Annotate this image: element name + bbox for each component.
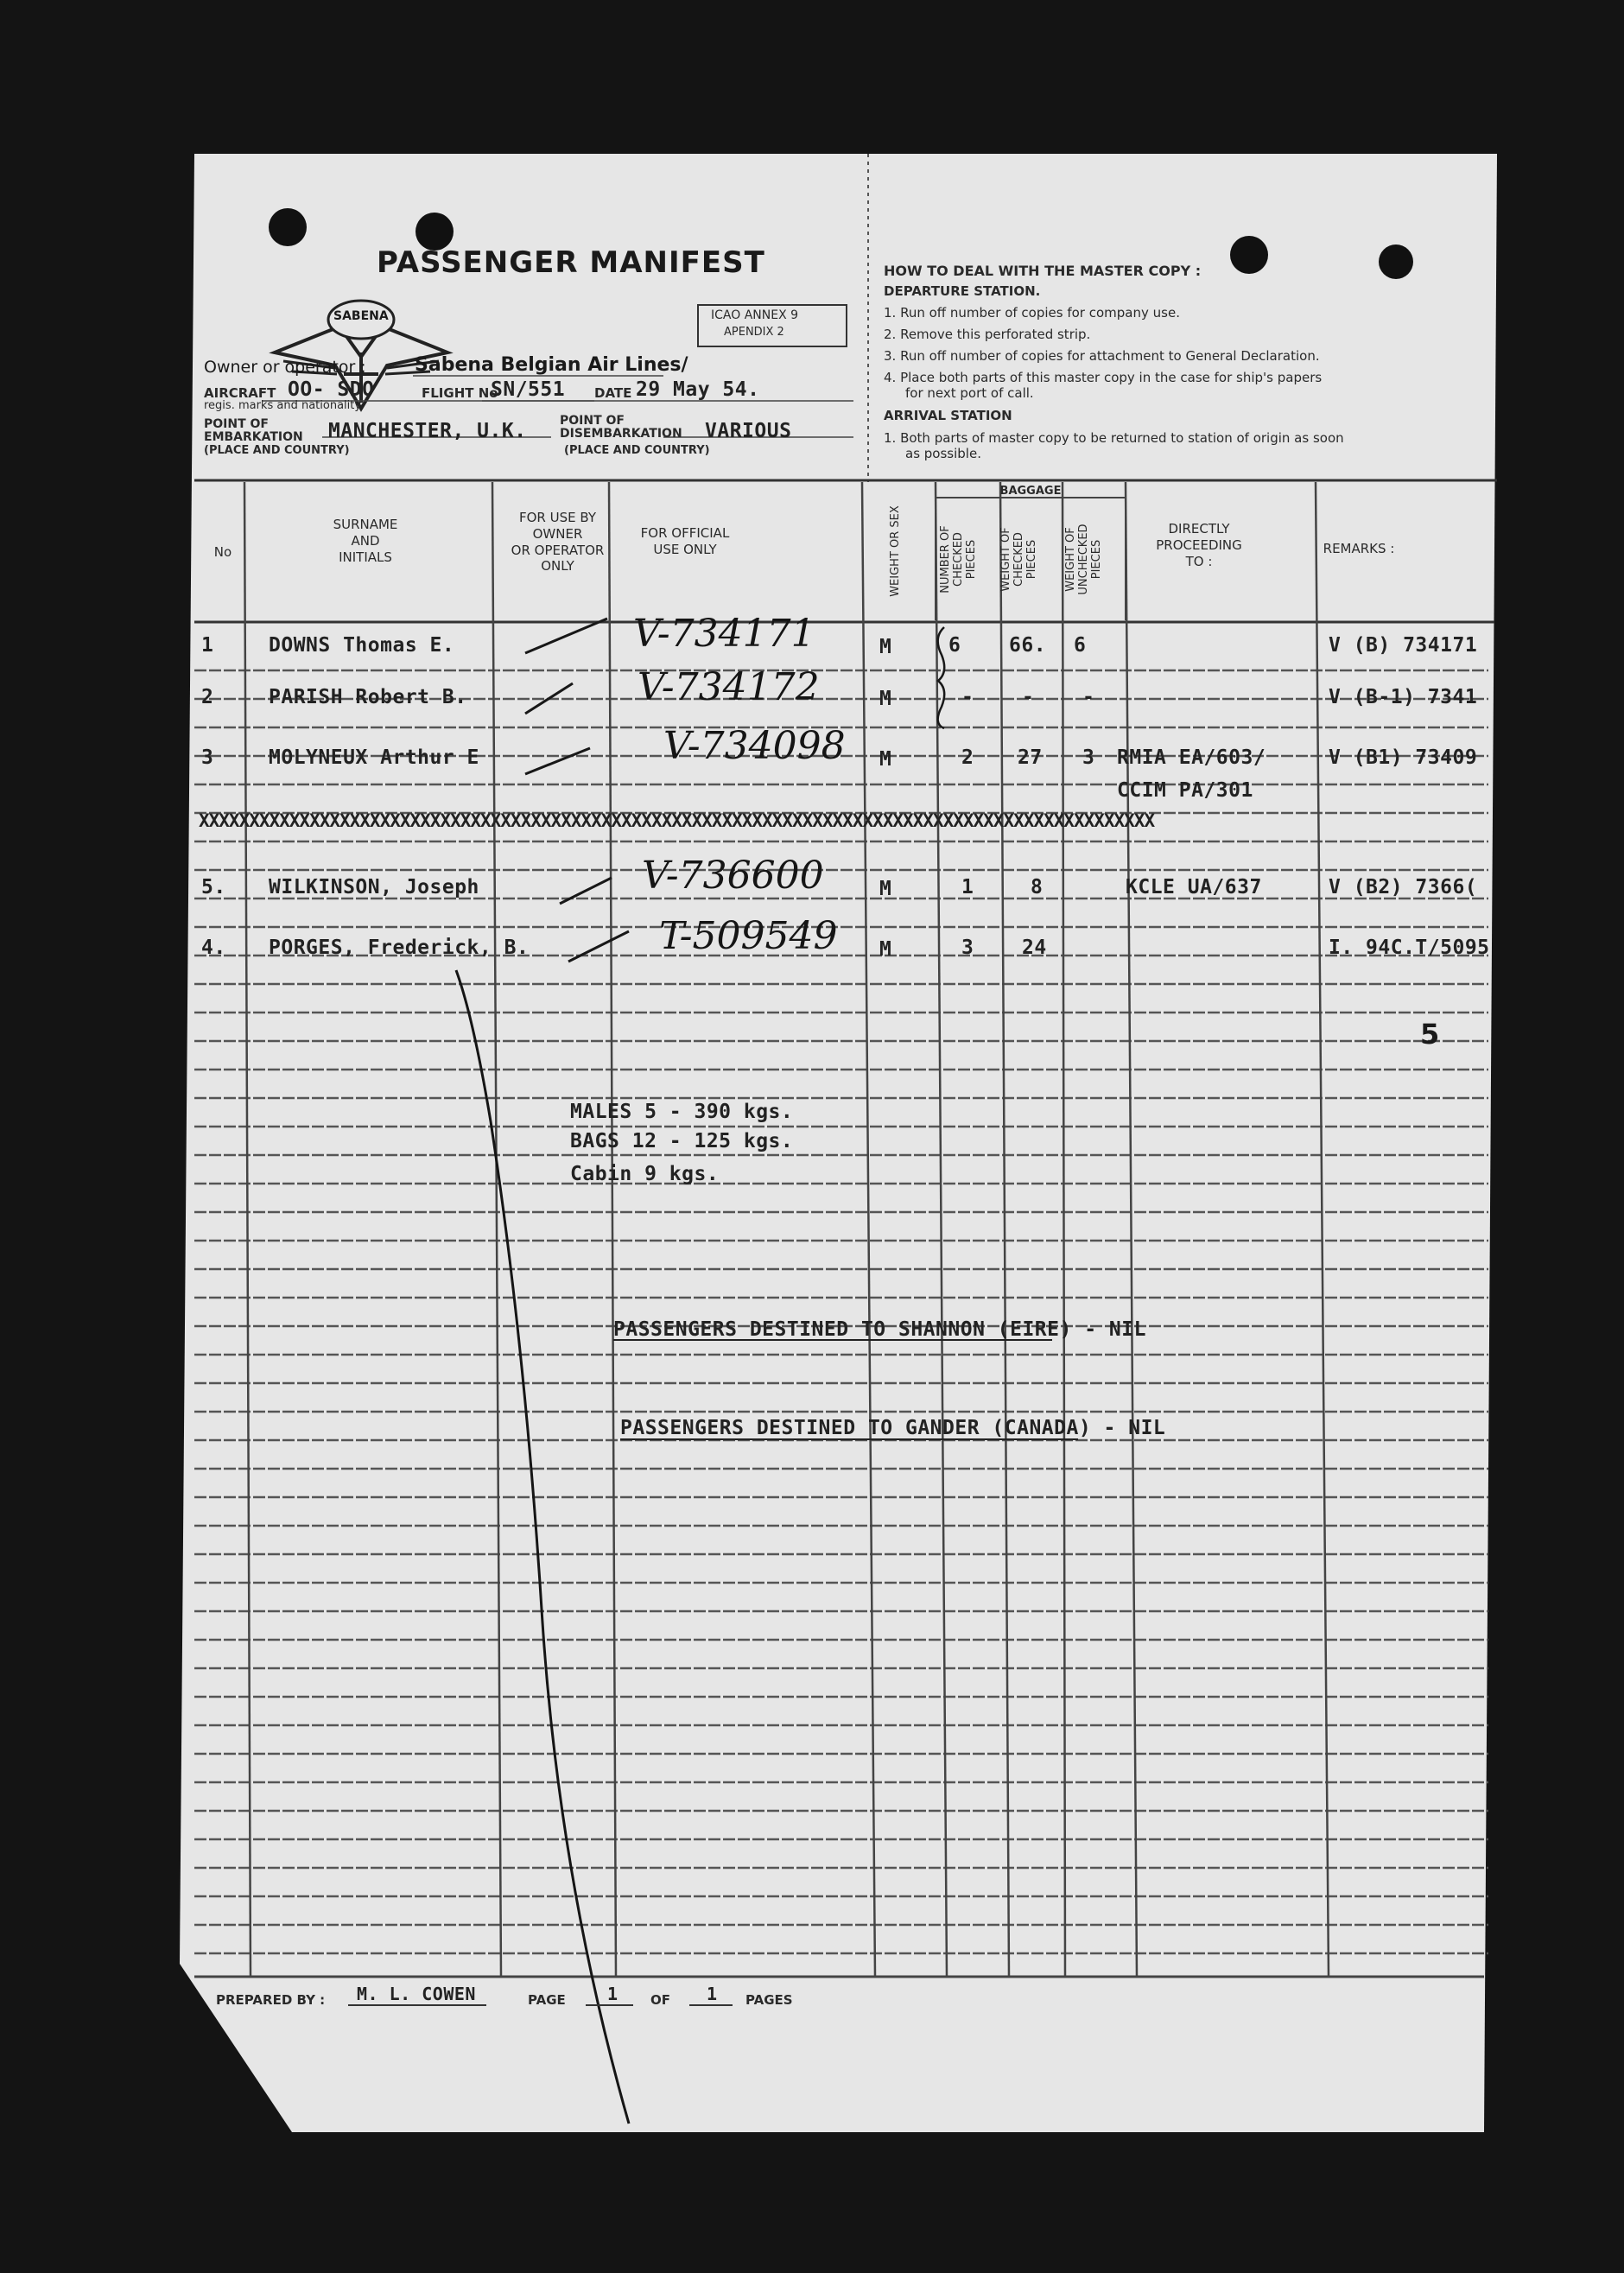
unchecked-weight: 6 [1074, 634, 1087, 657]
arrival-station: ARRIVAL STATION [884, 408, 1012, 423]
page-mark: 5 [1420, 1018, 1440, 1051]
prepared-value: M. L. COWEN [357, 1984, 476, 2004]
checked-weight: 24 [1022, 937, 1047, 959]
col-weight-checked: WEIGHT OF CHECKED PIECES [999, 527, 1038, 592]
disembark-sub: (PLACE AND COUNTRY) [564, 444, 710, 457]
passenger-sex: M [879, 938, 892, 961]
date-label: DATE [594, 385, 632, 401]
row-number: 1 [201, 634, 214, 657]
checked-weight: 8 [1031, 876, 1044, 898]
col-owner-use: FOR USE BY OWNER OR OPERATOR ONLY [511, 510, 605, 575]
row-number: 2 [201, 686, 214, 708]
col-remarks: REMARKS : [1323, 541, 1395, 556]
passenger-name: WILKINSON, Joseph [269, 876, 479, 898]
manifest-sheet [180, 154, 1497, 2132]
passenger-name: PORGES, Frederick, B. [269, 937, 530, 959]
page-title: PASSENGER MANIFEST [377, 245, 765, 280]
unchecked-weight: 3 [1082, 746, 1095, 769]
summary-cabin: Cabin 9 kgs. [570, 1163, 720, 1185]
sheet-graphics [180, 154, 1497, 2132]
ticket-number: V-734172 [638, 665, 820, 709]
passenger-name: DOWNS Thomas E. [269, 634, 455, 657]
pages-label: PAGES [745, 1992, 793, 2008]
aircraft-label: AIRCRAFT [204, 385, 276, 401]
instruction-step: for next port of call. [905, 385, 1034, 401]
passenger-sex: M [879, 748, 892, 771]
aircraft-sub: regis. marks and nationality [204, 399, 362, 412]
passenger-name: PARISH Robert B. [269, 686, 467, 708]
prepared-label: PREPARED BY : [216, 1992, 326, 2008]
owner-label: Owner or operator : [204, 358, 366, 377]
col-weight-unchecked: WEIGHT OF UNCHECKED PIECES [1064, 524, 1103, 595]
row-number: 3 [201, 746, 214, 769]
row-number: 5. [201, 876, 226, 898]
instruction-step: 4. Place both parts of this master copy in the case for ship's papers [884, 370, 1323, 385]
checked-weight: - [1022, 686, 1035, 708]
ticket-number: T-509549 [659, 914, 838, 958]
owner-value: Sabena Belgian Air Lines/ [415, 354, 688, 376]
punch-hole [1230, 236, 1268, 274]
checked-pieces: 2 [961, 746, 974, 769]
instruction-step: 2. Remove this perforated strip. [884, 327, 1091, 342]
col-surname: SURNAME AND INITIALS [333, 517, 398, 565]
ticket-number: V-734171 [633, 612, 815, 656]
col-weight-sex: WEIGHT OR SEX [889, 505, 902, 597]
page-label: PAGE [528, 1992, 566, 2008]
checked-pieces: - [961, 686, 974, 708]
paper-background [180, 154, 1497, 2132]
date-value: 29 May 54. [636, 378, 760, 401]
col-proceeding: DIRECTLY PROCEEDING TO : [1156, 521, 1242, 569]
proceeding: RMIA EA/603/ [1117, 746, 1266, 769]
checked-weight: 27 [1018, 746, 1043, 769]
remarks: I. 94C.T/5095 [1329, 937, 1490, 959]
remarks: V (B-1) 7341 [1329, 686, 1478, 708]
checked-pieces: 3 [961, 937, 974, 959]
icao-annex: ICAO ANNEX 9 [711, 308, 799, 322]
arrival-step: as possible. [905, 446, 981, 461]
disembark-value: VARIOUS [705, 420, 792, 442]
remarks: V (B1) 73409 [1329, 746, 1478, 769]
remarks: V (B2) 7366( [1329, 876, 1478, 898]
disembark-label: POINT OF DISEMBARKATION [560, 414, 682, 441]
checked-pieces: 1 [961, 876, 974, 898]
embark-sub: (PLACE AND COUNTRY) [204, 444, 350, 457]
embark-value: MANCHESTER, U.K. [328, 420, 527, 442]
col-number-checked: NUMBER OF CHECKED PIECES [939, 525, 978, 594]
passenger-name: MOLYNEUX Arthur E [269, 746, 479, 769]
row-number: 4. [201, 937, 226, 959]
instructions-title: HOW TO DEAL WITH THE MASTER COPY : [884, 263, 1202, 279]
col-baggage: BAGGAGE [999, 485, 1062, 498]
unchecked-weight: - [1082, 686, 1095, 708]
instruction-step: 3. Run off number of copies for attachment to General Declaration. [884, 348, 1320, 364]
punch-hole [1379, 244, 1413, 279]
summary-males: MALES 5 - 390 kgs. [570, 1101, 794, 1123]
of-label: OF [650, 1992, 670, 2008]
passenger-sex: M [879, 688, 892, 710]
embark-label: POINT OF EMBARKATION [204, 417, 303, 444]
arrival-step: 1. Both parts of master copy to be returned to station of origin as soon [884, 430, 1344, 446]
flight-value: SN/551 [491, 378, 566, 401]
punch-hole [269, 208, 307, 246]
checked-weight: 66. [1009, 634, 1047, 657]
icao-apendix: APENDIX 2 [724, 326, 784, 339]
ticket-number: V-736600 [642, 854, 824, 898]
passenger-sex: M [879, 878, 892, 900]
proceeding: KCLE UA/637 [1126, 876, 1262, 898]
of-value: 1 [707, 1984, 718, 2004]
note-shannon: PASSENGERS DESTINED TO SHANNON (EIRE) - NIL [613, 1318, 1146, 1341]
page-value: 1 [607, 1984, 619, 2004]
col-no: No [213, 544, 232, 560]
checked-pieces: 6 [948, 634, 961, 657]
crossed-out-row: XXXXXXXXXXXXXXXXXXXXXXXXXXXXXXXXXXXXXXXXXXXXXXXXXXXXXXXXXXXXXXXXXXXXXXXXXXXXXXXXXXXXXXXXXXXXXXX [199, 810, 1155, 831]
remarks: V (B) 734171 [1329, 634, 1478, 657]
passenger-sex: M [879, 636, 892, 658]
ticket-number: V-734098 [663, 724, 846, 768]
departure-station: DEPARTURE STATION. [884, 283, 1041, 299]
instruction-step: 1. Run off number of copies for company use. [884, 305, 1180, 321]
flight-label: FLIGHT No [422, 385, 498, 401]
proceeding-continued: CCIM PA/301 [1117, 779, 1253, 802]
logo-text: SABENA [333, 309, 389, 323]
col-official: FOR OFFICIAL USE ONLY [640, 525, 730, 557]
note-gander: PASSENGERS DESTINED TO GANDER (CANADA) - NIL [620, 1417, 1166, 1439]
summary-bags: BAGS 12 - 125 kgs. [570, 1130, 794, 1152]
aircraft-value: OO- SDO [288, 378, 375, 401]
